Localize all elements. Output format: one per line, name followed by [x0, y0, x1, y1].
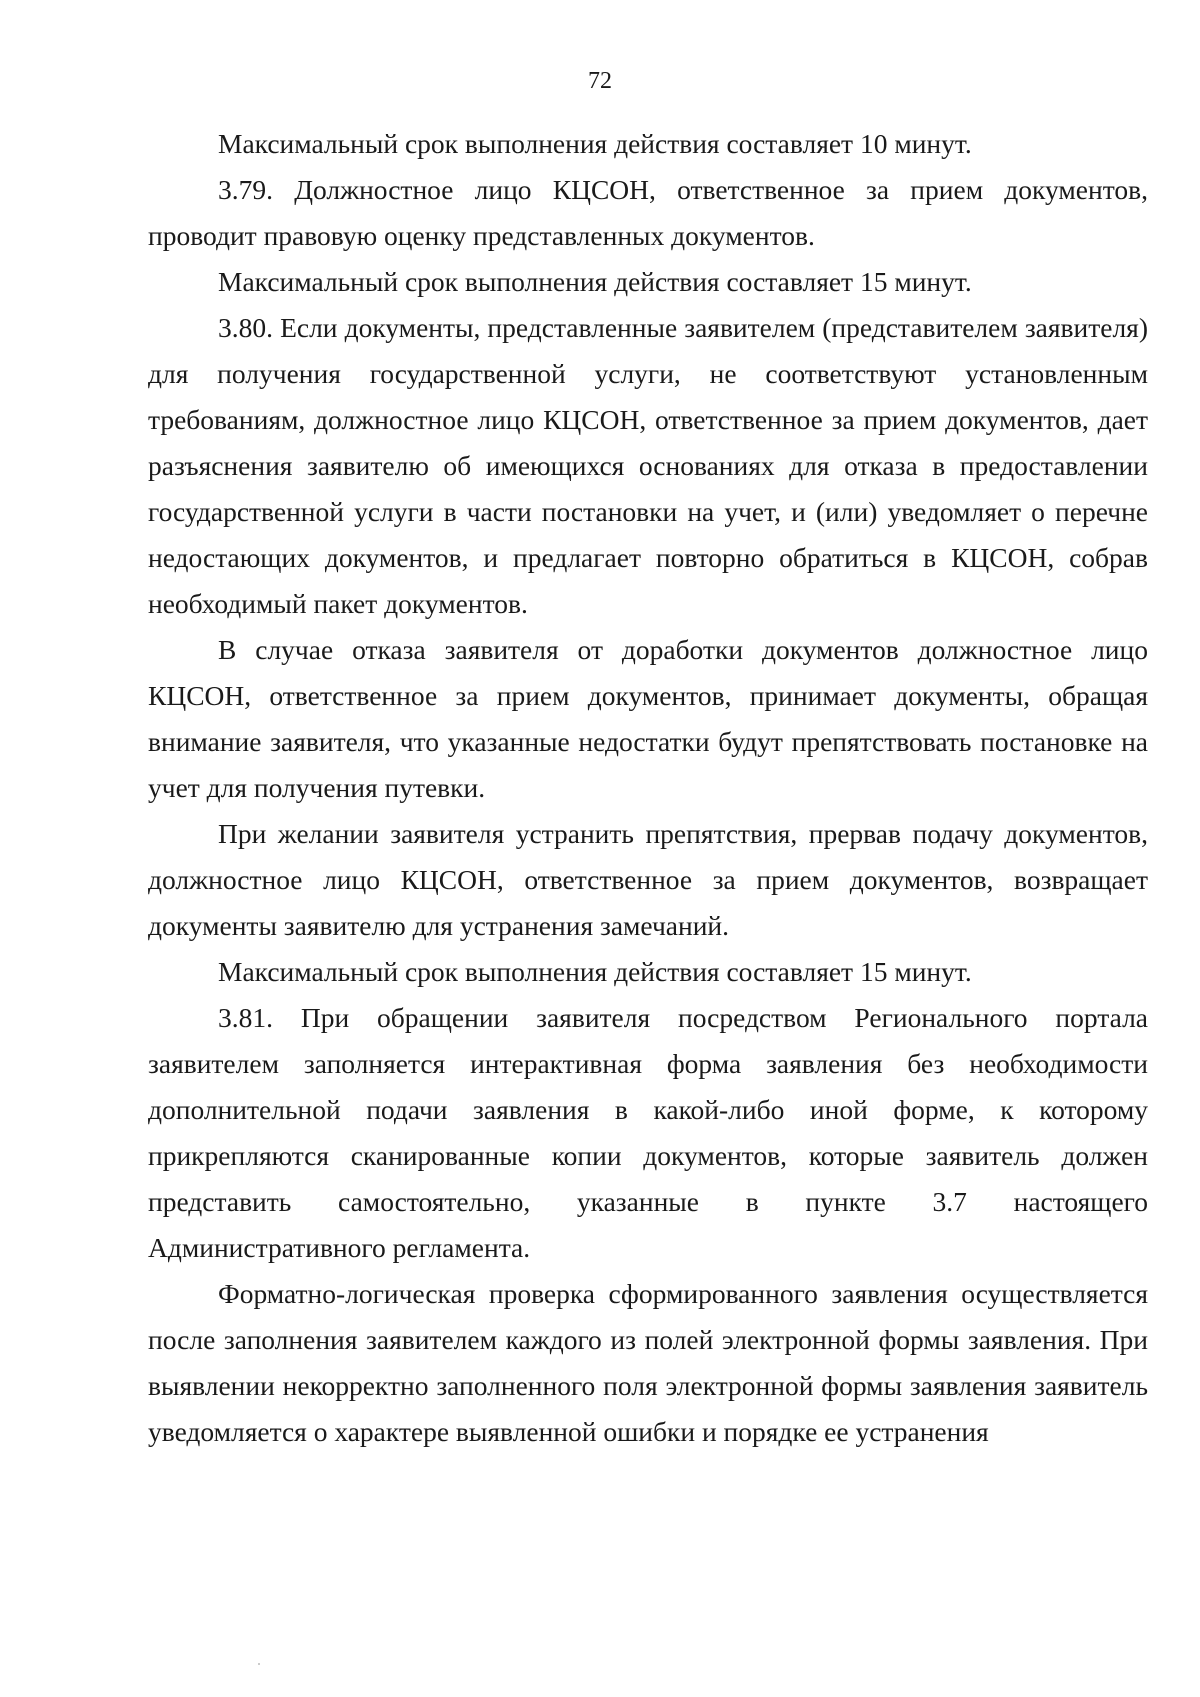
paragraph-max-time-10: Максимальный срок выполнения действия составляет 10 минут. — [218, 128, 972, 159]
scan-speck — [258, 1663, 260, 1665]
paragraph-refusal-case: В случае отказа заявителя от доработки документов должностное лицо КЦСОН, ответственное за прием документов, принимает документы, обращая внимание заявителя, что указанные недостатки будут препятствовать постановке на учет для получения путевки. — [148, 634, 1148, 803]
page-number: 72 — [588, 68, 612, 94]
paragraph-3-81: 3.81. При обращении заявителя посредством Регионального портала заявителем заполняется интерактивная форма заявления без необходимости дополнительной подачи заявления в какой-либо иной форме, к которому прикрепляются сканированные копии документов, которые заявитель должен представить самостоятельно, указанные в пункте 3.7 настоящего Административного регламента. — [148, 1002, 1148, 1263]
paragraph-3-79: 3.79. Должностное лицо КЦСОН, ответственное за прием документов, проводит правовую оценку представленных документов. — [148, 174, 1148, 251]
paragraph-max-time-15-a: Максимальный срок выполнения действия составляет 15 минут. — [218, 266, 972, 297]
paragraph-format-check: Форматно-логическая проверка сформированного заявления осуществляется после заполнения заявителем каждого из полей электронной формы заявления. При выявлении некорректно заполненного поля электронной формы заявления заявитель уведомляется о характере выявленной ошибки и порядке ее устранения — [148, 1278, 1148, 1447]
paragraph-max-time-15-b: Максимальный срок выполнения действия составляет 15 минут. — [218, 956, 972, 987]
paragraph-3-80: 3.80. Если документы, представленные заявителем (представителем заявителя) для получения государственной услуги, не соответствуют установленным требованиям, должностное лицо КЦСОН, ответственное за прием документов, дает разъяснения заявителю об имеющихся основаниях для отказа в предоставлении государственной услуги в части постановки на учет, и (или) уведомляет о перечне недостающих документов, и предлагает повторно обратиться в КЦСОН, собрав необходимый пакет документов. — [148, 312, 1148, 619]
paragraph-remove-obstacles: При желании заявителя устранить препятствия, прервав подачу документов, должностное лицо КЦСОН, ответственное за прием документов, возвращает документы заявителю для устранения замечаний. — [148, 818, 1148, 941]
document-body — [148, 121, 1148, 1455]
